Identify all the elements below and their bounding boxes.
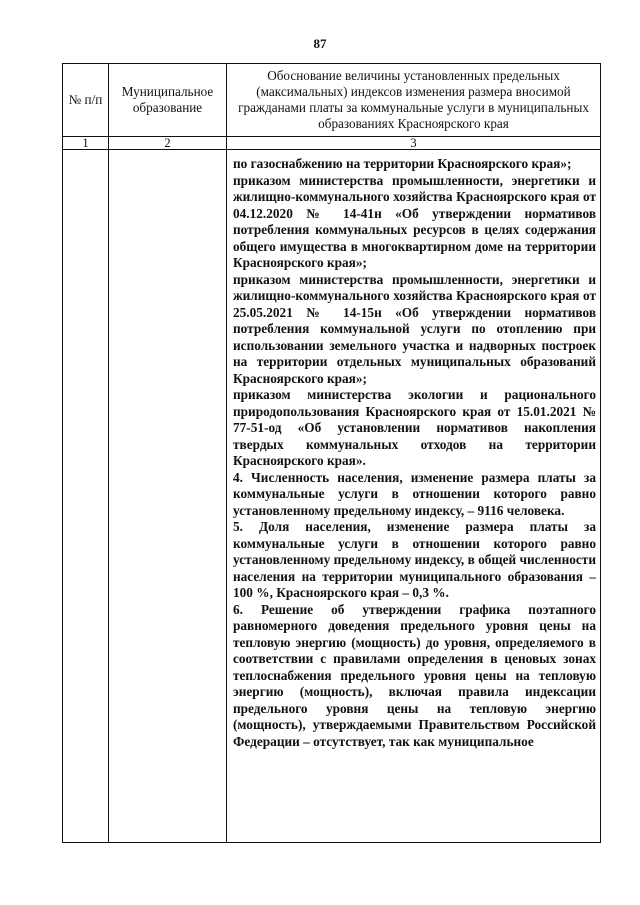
paragraph: приказом министерства экологии и рационального природопользования Красноярского края от 15.01.2021 № 77-51-од «Об установлении нормативов накопления твердых коммунальных отходов на территории Красноярского края». bbox=[233, 387, 596, 468]
header-number: № п/п bbox=[63, 64, 109, 137]
justification-table bbox=[62, 63, 601, 843]
justification-text bbox=[227, 150, 600, 750]
column-number-row bbox=[63, 137, 601, 150]
column-number-1: 1 bbox=[63, 137, 109, 150]
paragraph: 4. Численность населения, изменение размера платы за коммунальные услуги в отношении которого равно установленному предельному индексу, – 9116 человека. bbox=[233, 469, 596, 518]
paragraph: по газоснабжению на территории Красноярского края»; bbox=[233, 156, 572, 171]
cell-justification bbox=[227, 150, 601, 843]
header-justification: Обоснование величины установленных предельных (максимальных) индексов изменения размера вносимой гражданами платы за коммунальные услуги в муниципальных образованиях Красноярского края bbox=[227, 64, 601, 137]
cell-municipality bbox=[109, 150, 227, 843]
paragraph: приказом министерства промышленности, энергетики и жилищно-коммунального хозяйства Красноярского края от 25.05.2021 № 14-15н «Об утверждении нормативов потребления коммунальной услуги по отоплению при использовании земельного участка и надворных построек на территории отдельных муниципальных образований Красноярского края»; bbox=[233, 271, 596, 386]
paragraph: 6. Решение об утверждении графика поэтапного равномерного доведения предельного уровня цены на тепловую энергию (мощность) до уровня, определяемого в соответствии с правилами определения в ценовых зонах теплоснабжения предельного уровня цены на тепловую энергию (мощность), включая правила индексации предельного уровня цены на тепловую энергию (мощность), утверждаемыми Правительством Российской Федерации – отсутствует, так как муниципальное bbox=[233, 601, 596, 749]
column-number-3: 3 bbox=[227, 137, 601, 150]
table-row bbox=[63, 150, 601, 843]
column-number-2: 2 bbox=[109, 137, 227, 150]
paragraph: 5. Доля населения, изменение размера платы за коммунальные услуги в отношении которого равно установленному предельному индексу, в общей численности населения на территории муниципального образования – 100 %, Красноярского края – 0,3 %. bbox=[233, 519, 596, 600]
page-number: 87 bbox=[313, 36, 327, 51]
header-municipality: Муниципальное образование bbox=[109, 64, 227, 137]
cell-number bbox=[63, 150, 109, 843]
table-header-row bbox=[63, 64, 601, 137]
paragraph: приказом министерства промышленности, энергетики и жилищно-коммунального хозяйства Красноярского края от 04.12.2020 № 14-41н «Об утверждении нормативов потребления коммунальных ресурсов в целях содержания общего имущества в многоквартирном доме на территории Красноярского края»; bbox=[233, 172, 596, 270]
